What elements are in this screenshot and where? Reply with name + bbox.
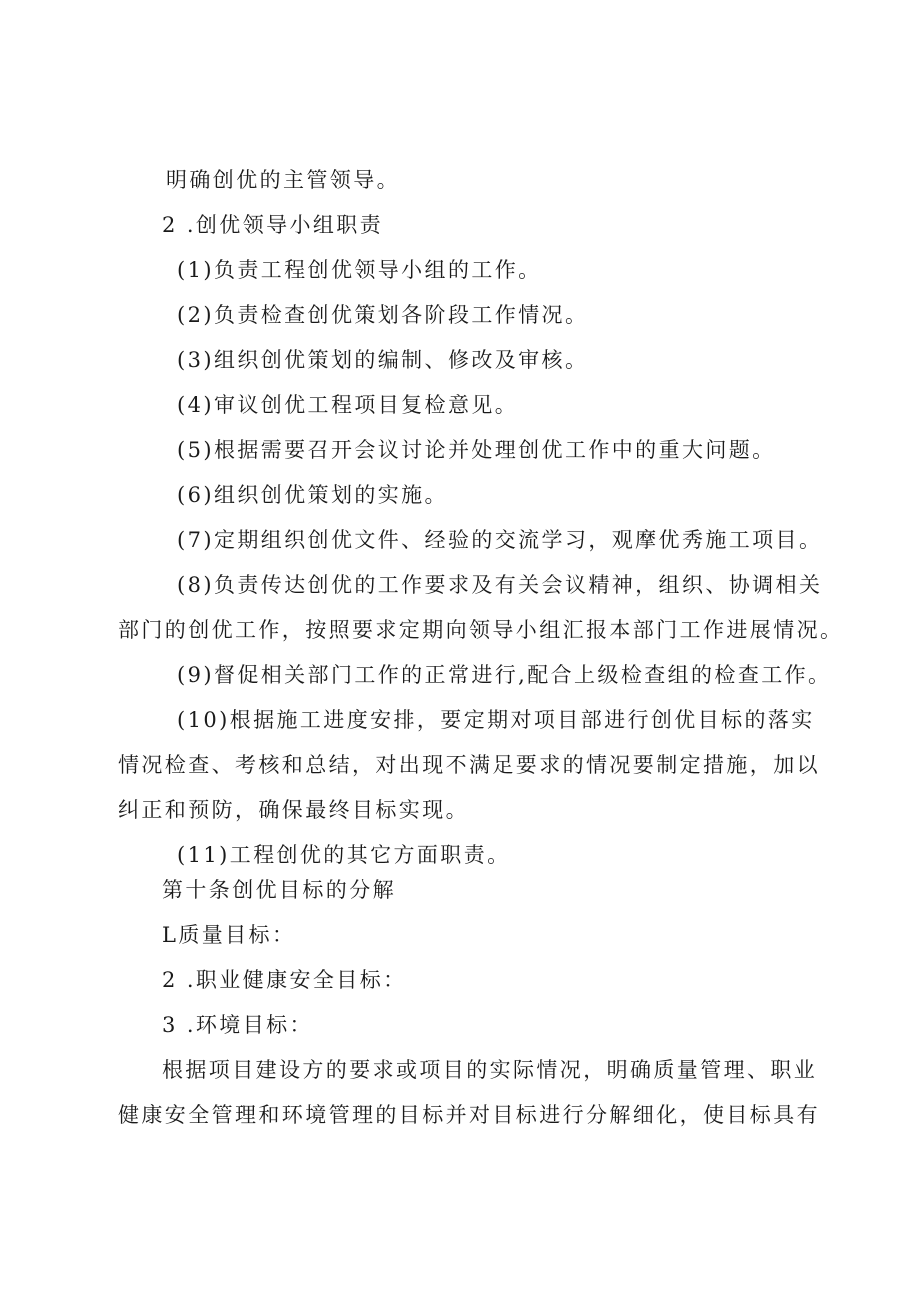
- list-item: (1)负责工程创优领导小组的工作。: [177, 258, 542, 282]
- list-item: (2)负责检查创优策划各阶段工作情况。: [177, 303, 589, 327]
- list-item-continuation: 部门的创优工作，按照要求定期向领导小组汇报本部门工作进展情况。: [118, 618, 844, 642]
- list-item-continuation: 情况检查、考核和总结，对出现不满足要求的情况要制定措施，加以: [118, 753, 820, 777]
- text-line: 明确创优的主管领导。: [166, 168, 400, 192]
- list-item: (6)组织创优策划的实施。: [177, 483, 448, 507]
- text-line: 根据项目建设方的要求或项目的实际情况，明确质量管理、职业: [162, 1058, 818, 1082]
- list-item: (3)组织创优策划的编制、修改及审核。: [177, 348, 589, 372]
- target-item: 2 .职业健康安全目标：: [162, 968, 407, 992]
- list-item: (11)工程创优的其它方面职责。: [177, 843, 511, 867]
- list-item: (4)审议创优工程项目复检意见。: [177, 393, 519, 417]
- list-item-continuation: 纠正和预防，确保最终目标实现。: [118, 798, 469, 822]
- list-item: (9)督促相关部门工作的正常进行,配合上级检查组的检查工作。: [177, 663, 832, 687]
- list-item: (10)根据施工进度安排，要定期对项目部进行创优目标的落实: [177, 708, 815, 732]
- target-item: L质量目标：: [162, 923, 296, 947]
- list-item: (8)负责传达创优的工作要求及有关会议精神，组织、协调相关: [177, 573, 823, 597]
- text-line: 健康安全管理和环境管理的目标并对目标进行分解细化，使目标具有: [118, 1103, 820, 1127]
- target-item: 3 .环境目标：: [162, 1013, 313, 1037]
- list-item: (5)根据需要召开会议讨论并处理创优工作中的重大问题。: [177, 438, 776, 462]
- list-item: (7)定期组织创优文件、经验的交流学习，观摩优秀施工项目。: [177, 528, 823, 552]
- article-heading: 第十条创优目标的分解: [162, 878, 396, 902]
- section-heading: 2 .创优领导小组职责: [162, 213, 384, 237]
